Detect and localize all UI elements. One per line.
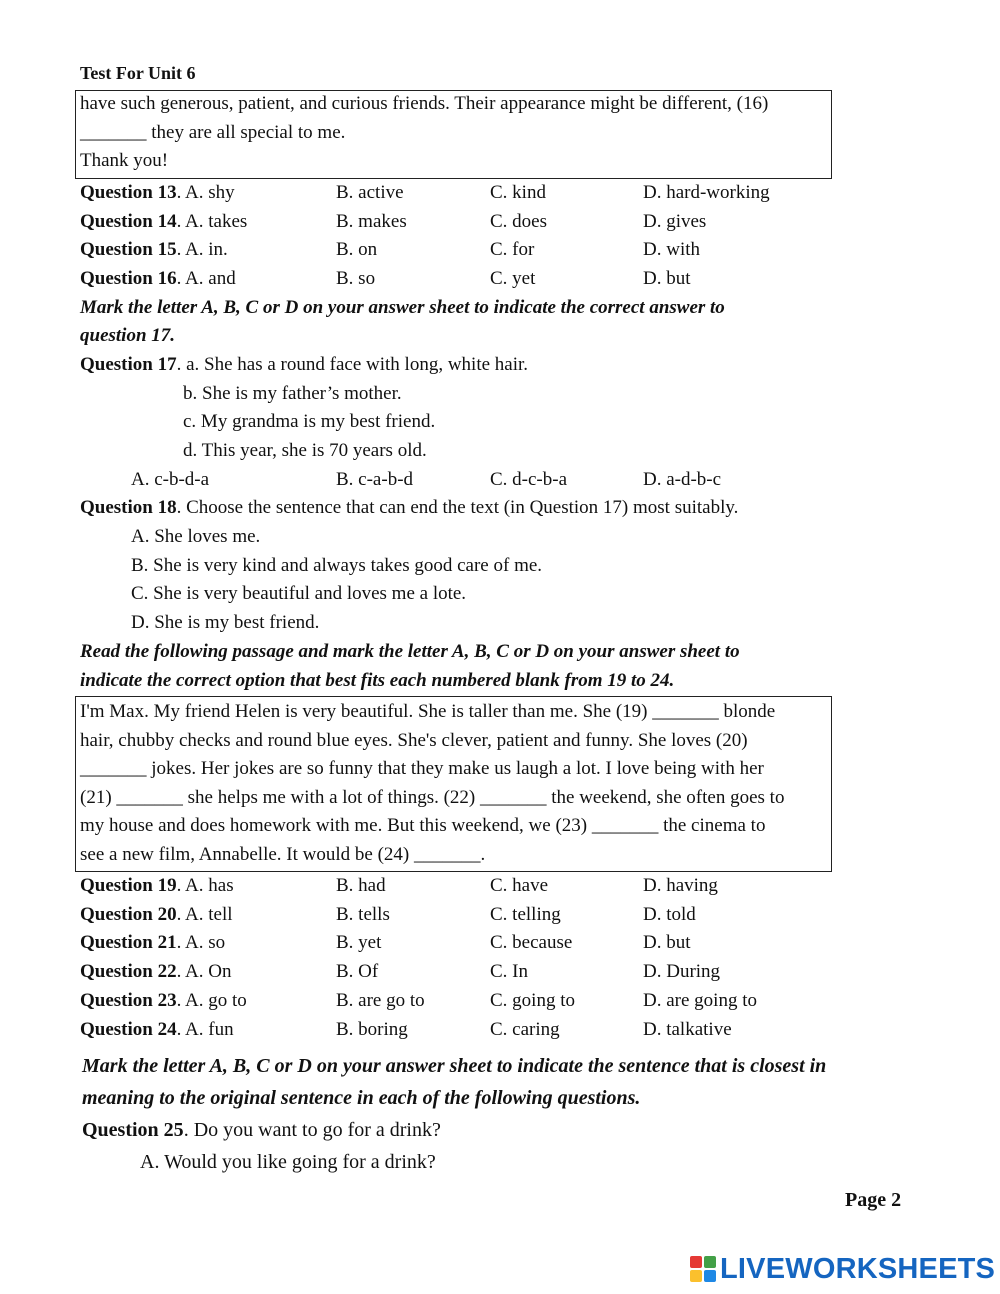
option-b[interactable]: B. boring: [336, 1018, 408, 1040]
option-d[interactable]: D. talkative: [643, 1018, 732, 1040]
question-label: Question 21: [80, 932, 177, 954]
q18-option-c[interactable]: C. She is very beautiful and loves me a lote.: [131, 583, 467, 604]
option-a[interactable]: . A. fun: [176, 1018, 234, 1040]
question-17-lead: . a. She has a round face with long, white hair.: [176, 354, 529, 375]
option-c[interactable]: C. going to: [490, 989, 575, 1011]
option-a[interactable]: . A. On: [176, 961, 232, 983]
option-b[interactable]: B. makes: [336, 210, 407, 232]
question-label: Question 22: [80, 961, 177, 983]
question-row: [80, 236, 228, 264]
option-a[interactable]: . A. tell: [176, 903, 233, 925]
q18-option-a[interactable]: A. She loves me.: [131, 526, 261, 547]
question-25: [82, 1115, 441, 1145]
option-c[interactable]: C. for: [490, 239, 535, 261]
option-d[interactable]: D. gives: [643, 210, 707, 232]
question-label: Question 14: [80, 210, 177, 232]
option-c[interactable]: C. have: [490, 875, 549, 896]
option-a[interactable]: . A. so: [176, 932, 226, 954]
question-row: [80, 987, 247, 1015]
passage1-line: have such generous, patient, and curious friends. Their appearance might be different, (16): [80, 93, 769, 114]
option-d[interactable]: D. but: [643, 932, 691, 954]
question-row: [80, 929, 225, 957]
question-label: Question 16: [80, 268, 177, 290]
option-d[interactable]: D. having: [643, 875, 718, 896]
question-25-stem: . Do you want to go for a drink?: [183, 1119, 441, 1141]
passage1-line: Thank you!: [80, 150, 169, 171]
question-row: [80, 208, 247, 236]
question-label: Question 25: [82, 1119, 184, 1141]
option-b[interactable]: B. so: [336, 268, 376, 290]
logo-icon: [690, 1256, 716, 1282]
option-a[interactable]: . A. takes: [176, 210, 248, 232]
option-c[interactable]: C. kind: [490, 182, 546, 203]
q17-option-c[interactable]: C. d-c-b-a: [490, 469, 568, 490]
option-c[interactable]: C. caring: [490, 1018, 560, 1040]
q18-option-d[interactable]: D. She is my best friend.: [131, 612, 320, 633]
passage2-line: my house and does homework with me. But this weekend, we (23) _______ the cinema to: [80, 815, 766, 836]
passage2-line: _______ jokes. Her jokes are so funny that they make us laugh a lot. I love being with her: [80, 758, 764, 779]
liveworksheets-logo[interactable]: [690, 1252, 995, 1286]
question-label: Question 24: [80, 1018, 177, 1040]
question-row: [80, 872, 234, 900]
option-a[interactable]: . A. shy: [176, 182, 235, 203]
q17-sentence-b: b. She is my father’s mother.: [183, 383, 402, 404]
question-row: [80, 901, 233, 929]
option-b[interactable]: B. active: [336, 182, 404, 203]
q17-option-d[interactable]: D. a-d-b-c: [643, 469, 722, 490]
option-c[interactable]: C. does: [490, 210, 547, 232]
option-c[interactable]: C. because: [490, 932, 573, 954]
passage2-line: hair, chubby checks and round blue eyes. She's clever, patient and funny. She loves (20): [80, 730, 748, 751]
question-label: Question 23: [80, 989, 177, 1011]
option-d[interactable]: D. are going to: [643, 989, 757, 1011]
option-b[interactable]: B. are go to: [336, 989, 425, 1011]
option-b[interactable]: B. yet: [336, 932, 382, 954]
option-c[interactable]: C. telling: [490, 903, 561, 925]
option-b[interactable]: B. had: [336, 875, 386, 896]
question-18: [80, 494, 738, 522]
instruction-q25: Mark the letter A, B, C or D on your answer sheet to indicate the sentence that is closest in: [82, 1055, 827, 1077]
q17-sentence-d: d. This year, she is 70 years old.: [183, 440, 427, 461]
question-17: [80, 351, 528, 379]
option-a[interactable]: . A. has: [176, 875, 234, 896]
instruction-q25-cont: meaning to the original sentence in each of the following questions.: [82, 1087, 641, 1109]
instruction-passage-cont: indicate the correct option that best fits each numbered blank from 19 to 24.: [80, 670, 675, 691]
option-a[interactable]: . A. go to: [176, 989, 247, 1011]
logo-text: LIVEWORKSHEETS: [720, 1252, 996, 1285]
question-label: Question 15: [80, 239, 177, 261]
option-c[interactable]: C. yet: [490, 268, 536, 290]
passage2-line: (21) _______ she helps me with a lot of things. (22) _______ the weekend, she often goes to: [80, 787, 785, 808]
option-b[interactable]: B. tells: [336, 903, 390, 925]
question-label: Question 18: [80, 497, 177, 518]
question-row: [80, 958, 232, 986]
passage2-line: I'm Max. My friend Helen is very beautiful. She is taller than me. She (19) _______ blonde: [80, 701, 776, 722]
passage2-line: see a new film, Annabelle. It would be (24) _______.: [80, 844, 486, 865]
option-d[interactable]: D. but: [643, 268, 691, 290]
question-label: Question 20: [80, 903, 177, 925]
question-label: Question 19: [80, 875, 177, 896]
option-d[interactable]: D. During: [643, 961, 721, 983]
question-row: [80, 265, 236, 293]
option-d[interactable]: D. hard-working: [643, 182, 770, 203]
option-c[interactable]: C. In: [490, 961, 528, 983]
q17-sentence-c: c. My grandma is my best friend.: [183, 411, 436, 432]
instruction-q17-cont: question 17.: [80, 325, 176, 346]
q17-option-a[interactable]: A. c-b-d-a: [131, 469, 210, 490]
option-a[interactable]: . A. and: [176, 268, 236, 290]
option-d[interactable]: D. told: [643, 903, 696, 925]
instruction-q17: Mark the letter A, B, C or D on your answer sheet to indicate the correct answer to: [80, 297, 725, 318]
option-b[interactable]: B. Of: [336, 961, 379, 983]
question-label: Question 13: [80, 182, 177, 203]
question-18-stem: . Choose the sentence that can end the text (in Question 17) most suitably.: [176, 497, 739, 518]
page-number: Page 2: [845, 1189, 902, 1211]
question-row: [80, 179, 235, 207]
test-title: Test For Unit 6: [80, 63, 196, 83]
q25-option-a[interactable]: A. Would you like going for a drink?: [140, 1151, 436, 1173]
option-b[interactable]: B. on: [336, 239, 378, 261]
q18-option-b[interactable]: B. She is very kind and always takes good care of me.: [131, 555, 543, 576]
option-d[interactable]: D. with: [643, 239, 700, 261]
question-label: Question 17: [80, 354, 177, 375]
q17-option-b[interactable]: B. c-a-b-d: [336, 469, 414, 490]
passage1-line: _______ they are all special to me.: [80, 122, 346, 143]
option-a[interactable]: . A. in.: [176, 239, 228, 261]
question-row: [80, 1016, 234, 1044]
instruction-passage: Read the following passage and mark the letter A, B, C or D on your answer sheet to: [80, 641, 740, 662]
